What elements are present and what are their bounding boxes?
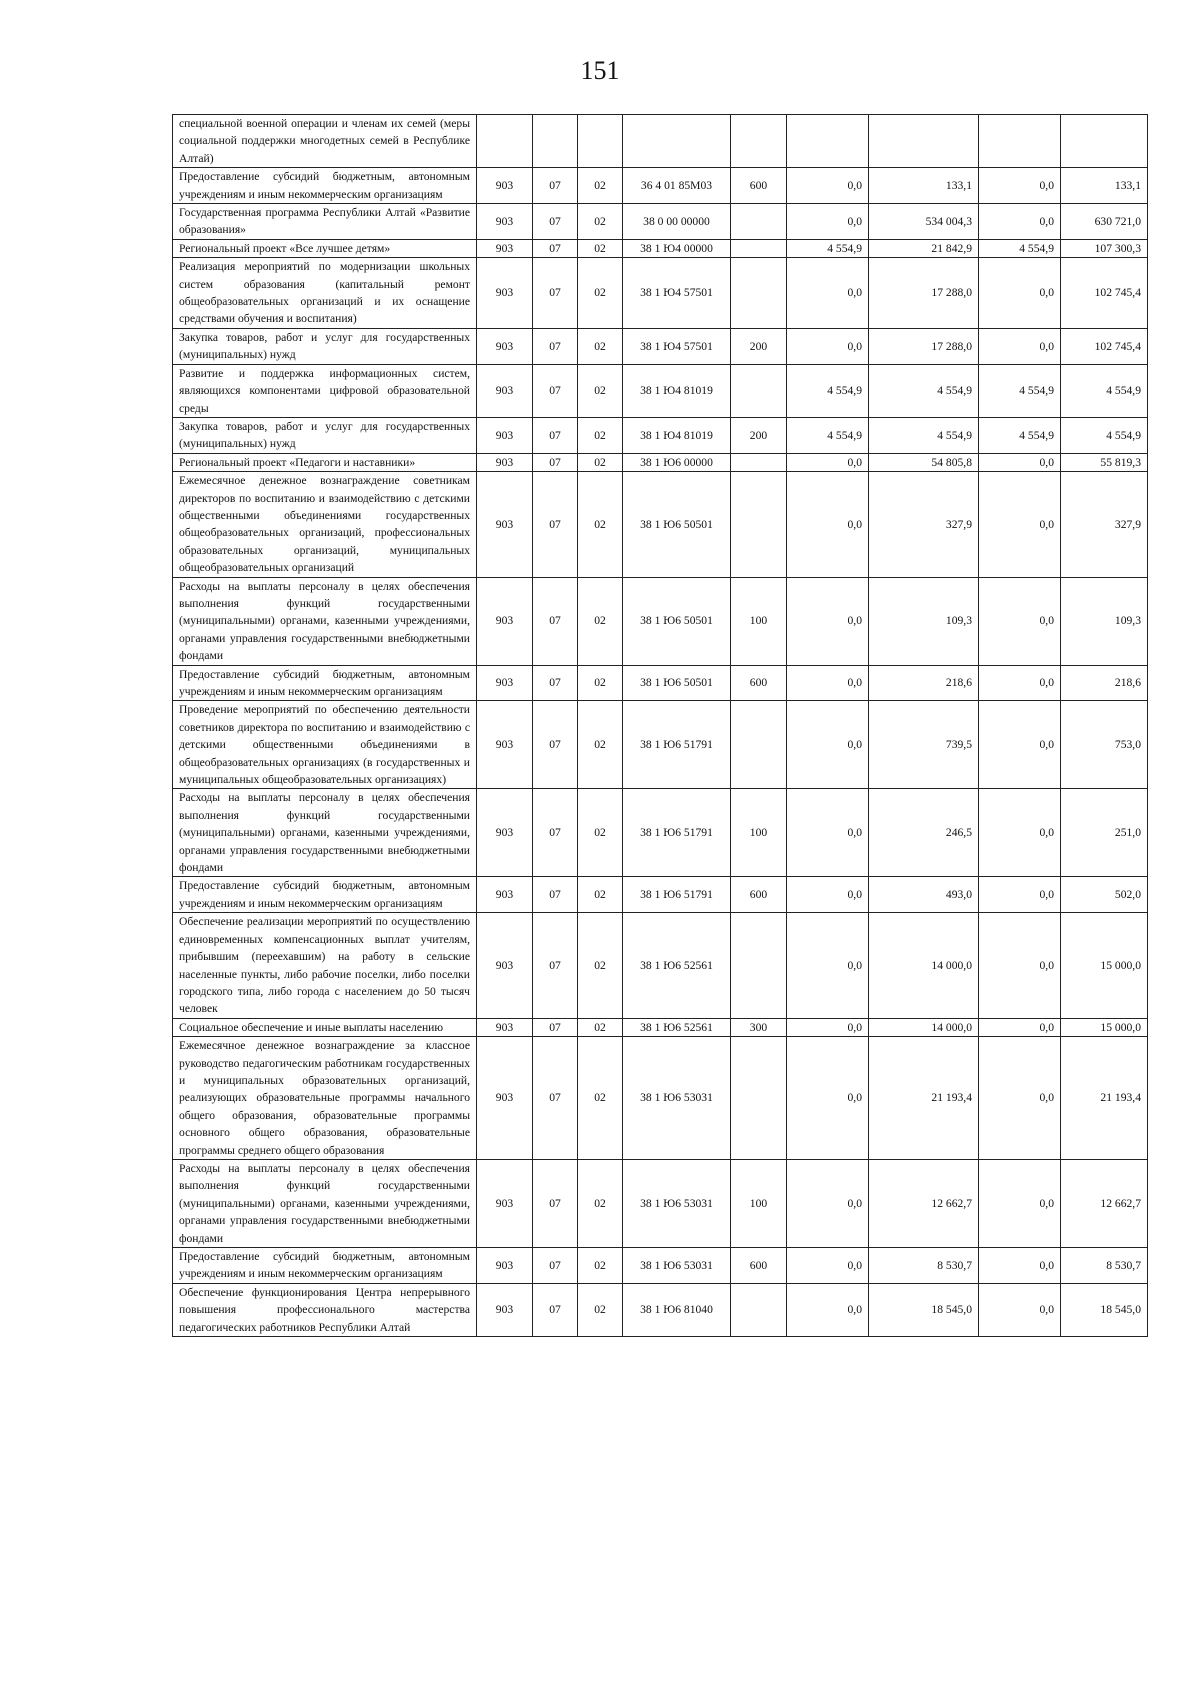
section-code-cell: 07: [533, 665, 578, 701]
target-article-cell: 38 1 Ю6 52561: [623, 1018, 731, 1036]
amount-3-cell: 0,0: [979, 1037, 1061, 1160]
amount-2-cell: 54 805,8: [869, 453, 979, 471]
table-body: [173, 115, 1148, 1337]
grbs-code-cell: 903: [477, 1248, 533, 1284]
grbs-code-cell: 903: [477, 417, 533, 453]
expense-type-cell: [731, 204, 787, 240]
grbs-code-cell: 903: [477, 701, 533, 789]
amount-4-cell: 8 530,7: [1061, 1248, 1148, 1284]
amount-3-cell: 4 554,9: [979, 239, 1061, 257]
section-code-cell: 07: [533, 204, 578, 240]
expense-type-cell: [731, 913, 787, 1018]
amount-2-cell: 14 000,0: [869, 913, 979, 1018]
amount-4-cell: 502,0: [1061, 877, 1148, 913]
expense-type-cell: 100: [731, 577, 787, 665]
amount-1-cell: 4 554,9: [787, 239, 869, 257]
table-row: [173, 1159, 1148, 1247]
table-row: [173, 1037, 1148, 1160]
row-name-cell: Предоставление субсидий бюджетным, автономным учреждениям и иным некоммерческим организациям: [173, 168, 477, 204]
amount-2-cell: 14 000,0: [869, 1018, 979, 1036]
grbs-code-cell: 903: [477, 1018, 533, 1036]
target-article-cell: 38 1 Ю6 81040: [623, 1283, 731, 1336]
expense-type-cell: [731, 1037, 787, 1160]
amount-4-cell: 21 193,4: [1061, 1037, 1148, 1160]
row-name-cell: Социальное обеспечение и иные выплаты населению: [173, 1018, 477, 1036]
expense-type-cell: [731, 472, 787, 577]
amount-3-cell: 0,0: [979, 328, 1061, 364]
target-article-cell: 38 1 Ю6 51791: [623, 701, 731, 789]
target-article-cell: 38 1 Ю6 53031: [623, 1159, 731, 1247]
table-row: [173, 328, 1148, 364]
target-article-cell: 38 1 Ю6 51791: [623, 877, 731, 913]
grbs-code-cell: 903: [477, 472, 533, 577]
amount-1-cell: 0,0: [787, 1018, 869, 1036]
amount-2-cell: 8 530,7: [869, 1248, 979, 1284]
amount-3-cell: 0,0: [979, 204, 1061, 240]
subsection-code-cell: 02: [578, 1018, 623, 1036]
grbs-code-cell: 903: [477, 1283, 533, 1336]
section-code-cell: 07: [533, 1159, 578, 1247]
row-name-cell: Расходы на выплаты персоналу в целях обеспечения выполнения функций государственными (муниципальными) органами, казенными учреждениями, органами управления государственными внебюджетными фондами: [173, 1159, 477, 1247]
section-code-cell: 07: [533, 168, 578, 204]
target-article-cell: 38 1 Ю4 57501: [623, 258, 731, 329]
amount-1-cell: [787, 115, 869, 168]
amount-1-cell: 0,0: [787, 328, 869, 364]
target-article-cell: 38 1 Ю4 00000: [623, 239, 731, 257]
table-row: [173, 1283, 1148, 1336]
expense-type-cell: 200: [731, 328, 787, 364]
amount-4-cell: 251,0: [1061, 789, 1148, 877]
grbs-code-cell: 903: [477, 204, 533, 240]
table-row: [173, 168, 1148, 204]
expense-type-cell: [731, 701, 787, 789]
expense-type-cell: 600: [731, 877, 787, 913]
amount-1-cell: 0,0: [787, 453, 869, 471]
subsection-code-cell: 02: [578, 789, 623, 877]
amount-4-cell: 218,6: [1061, 665, 1148, 701]
amount-3-cell: 0,0: [979, 1018, 1061, 1036]
amount-1-cell: 4 554,9: [787, 417, 869, 453]
expense-type-cell: [731, 258, 787, 329]
target-article-cell: 38 1 Ю4 81019: [623, 364, 731, 417]
section-code-cell: 07: [533, 453, 578, 471]
subsection-code-cell: 02: [578, 1248, 623, 1284]
amount-3-cell: 0,0: [979, 1283, 1061, 1336]
target-article-cell: 38 1 Ю6 52561: [623, 913, 731, 1018]
subsection-code-cell: [578, 115, 623, 168]
subsection-code-cell: 02: [578, 204, 623, 240]
row-name-cell: Региональный проект «Все лучшее детям»: [173, 239, 477, 257]
target-article-cell: 38 1 Ю6 00000: [623, 453, 731, 471]
section-code-cell: 07: [533, 913, 578, 1018]
amount-1-cell: 0,0: [787, 472, 869, 577]
table-row: [173, 472, 1148, 577]
section-code-cell: 07: [533, 258, 578, 329]
expense-type-cell: 600: [731, 665, 787, 701]
amount-3-cell: 0,0: [979, 1159, 1061, 1247]
amount-2-cell: 739,5: [869, 701, 979, 789]
table-row: [173, 1018, 1148, 1036]
amount-2-cell: 18 545,0: [869, 1283, 979, 1336]
amount-3-cell: 0,0: [979, 1248, 1061, 1284]
section-code-cell: 07: [533, 789, 578, 877]
amount-1-cell: 0,0: [787, 204, 869, 240]
amount-2-cell: 4 554,9: [869, 364, 979, 417]
amount-1-cell: 0,0: [787, 1159, 869, 1247]
amount-2-cell: 17 288,0: [869, 258, 979, 329]
amount-4-cell: [1061, 115, 1148, 168]
row-name-cell: Закупка товаров, работ и услуг для государственных (муниципальных) нужд: [173, 328, 477, 364]
table-row: [173, 364, 1148, 417]
amount-4-cell: 12 662,7: [1061, 1159, 1148, 1247]
expense-type-cell: [731, 1283, 787, 1336]
amount-3-cell: 0,0: [979, 789, 1061, 877]
amount-1-cell: 0,0: [787, 701, 869, 789]
target-article-cell: 38 1 Ю6 50501: [623, 665, 731, 701]
amount-2-cell: 109,3: [869, 577, 979, 665]
subsection-code-cell: 02: [578, 913, 623, 1018]
subsection-code-cell: 02: [578, 1159, 623, 1247]
table-row: [173, 1248, 1148, 1284]
amount-2-cell: [869, 115, 979, 168]
row-name-cell: Ежемесячное денежное вознаграждение за классное руководство педагогическим работникам государственных и муниципальных образовательных организаций, реализующих образовательные программы начального общего образования, образовательные программы основного общего образования, образовательные программы среднего общего образования: [173, 1037, 477, 1160]
amount-4-cell: 102 745,4: [1061, 328, 1148, 364]
section-code-cell: 07: [533, 417, 578, 453]
grbs-code-cell: 903: [477, 789, 533, 877]
amount-2-cell: 327,9: [869, 472, 979, 577]
target-article-cell: 38 1 Ю6 53031: [623, 1037, 731, 1160]
subsection-code-cell: 02: [578, 328, 623, 364]
section-code-cell: 07: [533, 1037, 578, 1160]
subsection-code-cell: 02: [578, 417, 623, 453]
amount-1-cell: 0,0: [787, 665, 869, 701]
section-code-cell: 07: [533, 328, 578, 364]
amount-3-cell: 0,0: [979, 913, 1061, 1018]
expense-type-cell: [731, 364, 787, 417]
target-article-cell: 38 1 Ю6 51791: [623, 789, 731, 877]
amount-2-cell: 246,5: [869, 789, 979, 877]
target-article-cell: [623, 115, 731, 168]
amount-4-cell: 4 554,9: [1061, 417, 1148, 453]
amount-2-cell: 4 554,9: [869, 417, 979, 453]
row-name-cell: Развитие и поддержка информационных систем, являющихся компонентами цифровой образовательной среды: [173, 364, 477, 417]
table-row: [173, 877, 1148, 913]
amount-4-cell: 15 000,0: [1061, 913, 1148, 1018]
target-article-cell: 38 1 Ю6 50501: [623, 472, 731, 577]
expense-type-cell: 600: [731, 1248, 787, 1284]
amount-1-cell: 0,0: [787, 577, 869, 665]
table-row: [173, 204, 1148, 240]
subsection-code-cell: 02: [578, 472, 623, 577]
amount-1-cell: 0,0: [787, 1037, 869, 1160]
subsection-code-cell: 02: [578, 701, 623, 789]
amount-3-cell: 4 554,9: [979, 417, 1061, 453]
amount-1-cell: 0,0: [787, 913, 869, 1018]
amount-3-cell: 0,0: [979, 453, 1061, 471]
table-row: [173, 577, 1148, 665]
grbs-code-cell: 903: [477, 877, 533, 913]
amount-4-cell: 15 000,0: [1061, 1018, 1148, 1036]
row-name-cell: Реализация мероприятий по модернизации школьных систем образования (капитальный ремонт общеобразовательных организаций и их оснащение средствами обучения и воспитания): [173, 258, 477, 329]
row-name-cell: Региональный проект «Педагоги и наставники»: [173, 453, 477, 471]
table-row: [173, 789, 1148, 877]
subsection-code-cell: 02: [578, 258, 623, 329]
subsection-code-cell: 02: [578, 168, 623, 204]
grbs-code-cell: 903: [477, 1037, 533, 1160]
grbs-code-cell: 903: [477, 328, 533, 364]
subsection-code-cell: 02: [578, 665, 623, 701]
amount-4-cell: 630 721,0: [1061, 204, 1148, 240]
row-name-cell: Предоставление субсидий бюджетным, автономным учреждениям и иным некоммерческим организациям: [173, 1248, 477, 1284]
expense-type-cell: 300: [731, 1018, 787, 1036]
target-article-cell: 38 1 Ю4 81019: [623, 417, 731, 453]
row-name-cell: Предоставление субсидий бюджетным, автономным учреждениям и иным некоммерческим организациям: [173, 665, 477, 701]
grbs-code-cell: 903: [477, 665, 533, 701]
amount-3-cell: [979, 115, 1061, 168]
section-code-cell: 07: [533, 1248, 578, 1284]
amount-2-cell: 493,0: [869, 877, 979, 913]
grbs-code-cell: 903: [477, 168, 533, 204]
row-name-cell: Расходы на выплаты персоналу в целях обеспечения выполнения функций государственными (муниципальными) органами, казенными учреждениями, органами управления государственными внебюджетными фондами: [173, 789, 477, 877]
grbs-code-cell: 903: [477, 453, 533, 471]
row-name-cell: Предоставление субсидий бюджетным, автономным учреждениям и иным некоммерческим организациям: [173, 877, 477, 913]
amount-4-cell: 107 300,3: [1061, 239, 1148, 257]
subsection-code-cell: 02: [578, 1283, 623, 1336]
amount-4-cell: 102 745,4: [1061, 258, 1148, 329]
amount-2-cell: 133,1: [869, 168, 979, 204]
section-code-cell: 07: [533, 1283, 578, 1336]
amount-1-cell: 0,0: [787, 168, 869, 204]
target-article-cell: 38 1 Ю6 50501: [623, 577, 731, 665]
amount-4-cell: 133,1: [1061, 168, 1148, 204]
amount-1-cell: 0,0: [787, 258, 869, 329]
amount-2-cell: 17 288,0: [869, 328, 979, 364]
target-article-cell: 38 1 Ю4 57501: [623, 328, 731, 364]
target-article-cell: 38 1 Ю6 53031: [623, 1248, 731, 1284]
grbs-code-cell: 903: [477, 258, 533, 329]
table-row: [173, 417, 1148, 453]
amount-2-cell: 218,6: [869, 665, 979, 701]
section-code-cell: 07: [533, 877, 578, 913]
amount-3-cell: 4 554,9: [979, 364, 1061, 417]
table-row: [173, 239, 1148, 257]
table-row: [173, 913, 1148, 1018]
amount-1-cell: 0,0: [787, 1283, 869, 1336]
row-name-cell: Проведение мероприятий по обеспечению деятельности советников директора по воспитанию и взаимодействию с детскими общественными объединениями в общеобразовательных организациях (в государственных и муниципальных общеобразовательных организациях): [173, 701, 477, 789]
subsection-code-cell: 02: [578, 239, 623, 257]
amount-2-cell: 21 193,4: [869, 1037, 979, 1160]
section-code-cell: [533, 115, 578, 168]
amount-3-cell: 0,0: [979, 665, 1061, 701]
amount-3-cell: 0,0: [979, 258, 1061, 329]
grbs-code-cell: 903: [477, 913, 533, 1018]
amount-1-cell: 4 554,9: [787, 364, 869, 417]
row-name-cell: Обеспечение реализации мероприятий по осуществлению единовременных компенсационных выплат учителям, прибывшим (переехавшим) на работу в сельские населенные пункты, либо рабочие поселки, либо поселки городского типа, либо города с населением до 50 тысяч человек: [173, 913, 477, 1018]
section-code-cell: 07: [533, 364, 578, 417]
amount-2-cell: 12 662,7: [869, 1159, 979, 1247]
row-name-cell: Закупка товаров, работ и услуг для государственных (муниципальных) нужд: [173, 417, 477, 453]
table-row: [173, 701, 1148, 789]
page-number: 151: [580, 56, 620, 85]
amount-4-cell: 4 554,9: [1061, 364, 1148, 417]
subsection-code-cell: 02: [578, 577, 623, 665]
grbs-code-cell: 903: [477, 364, 533, 417]
section-code-cell: 07: [533, 239, 578, 257]
target-article-cell: 36 4 01 85М03: [623, 168, 731, 204]
expense-type-cell: 200: [731, 417, 787, 453]
budget-table: [172, 114, 1148, 1337]
table-row: [173, 115, 1148, 168]
row-name-cell: Обеспечение функционирования Центра непрерывного повышения профессионального мастерства педагогических работников Республики Алтай: [173, 1283, 477, 1336]
row-name-cell: специальной военной операции и членам их семей (меры социальной поддержки многодетных семей в Республике Алтай): [173, 115, 477, 168]
amount-3-cell: 0,0: [979, 701, 1061, 789]
section-code-cell: 07: [533, 577, 578, 665]
row-name-cell: Ежемесячное денежное вознаграждение советникам директоров по воспитанию и взаимодействию с детскими общественными объединениями государственных общеобразовательных организаций, профессиональных образовательных организаций, муниципальных общеобразовательных организаций: [173, 472, 477, 577]
grbs-code-cell: 903: [477, 1159, 533, 1247]
amount-1-cell: 0,0: [787, 1248, 869, 1284]
amount-3-cell: 0,0: [979, 877, 1061, 913]
expense-type-cell: 600: [731, 168, 787, 204]
amount-3-cell: 0,0: [979, 472, 1061, 577]
amount-2-cell: 534 004,3: [869, 204, 979, 240]
amount-3-cell: 0,0: [979, 168, 1061, 204]
amount-4-cell: 55 819,3: [1061, 453, 1148, 471]
grbs-code-cell: [477, 115, 533, 168]
subsection-code-cell: 02: [578, 364, 623, 417]
expense-type-cell: 100: [731, 789, 787, 877]
amount-3-cell: 0,0: [979, 577, 1061, 665]
row-name-cell: Расходы на выплаты персоналу в целях обеспечения выполнения функций государственными (муниципальными) органами, казенными учреждениями, органами управления государственными внебюджетными фондами: [173, 577, 477, 665]
amount-4-cell: 753,0: [1061, 701, 1148, 789]
section-code-cell: 07: [533, 472, 578, 577]
amount-4-cell: 327,9: [1061, 472, 1148, 577]
table-row: [173, 665, 1148, 701]
expense-type-cell: [731, 115, 787, 168]
subsection-code-cell: 02: [578, 877, 623, 913]
grbs-code-cell: 903: [477, 577, 533, 665]
amount-1-cell: 0,0: [787, 877, 869, 913]
subsection-code-cell: 02: [578, 1037, 623, 1160]
expense-type-cell: 100: [731, 1159, 787, 1247]
target-article-cell: 38 0 00 00000: [623, 204, 731, 240]
expense-type-cell: [731, 453, 787, 471]
section-code-cell: 07: [533, 1018, 578, 1036]
grbs-code-cell: 903: [477, 239, 533, 257]
expense-type-cell: [731, 239, 787, 257]
amount-4-cell: 109,3: [1061, 577, 1148, 665]
amount-4-cell: 18 545,0: [1061, 1283, 1148, 1336]
row-name-cell: Государственная программа Республики Алтай «Развитие образования»: [173, 204, 477, 240]
section-code-cell: 07: [533, 701, 578, 789]
table-row: [173, 258, 1148, 329]
amount-2-cell: 21 842,9: [869, 239, 979, 257]
amount-1-cell: 0,0: [787, 789, 869, 877]
table-row: [173, 453, 1148, 471]
subsection-code-cell: 02: [578, 453, 623, 471]
